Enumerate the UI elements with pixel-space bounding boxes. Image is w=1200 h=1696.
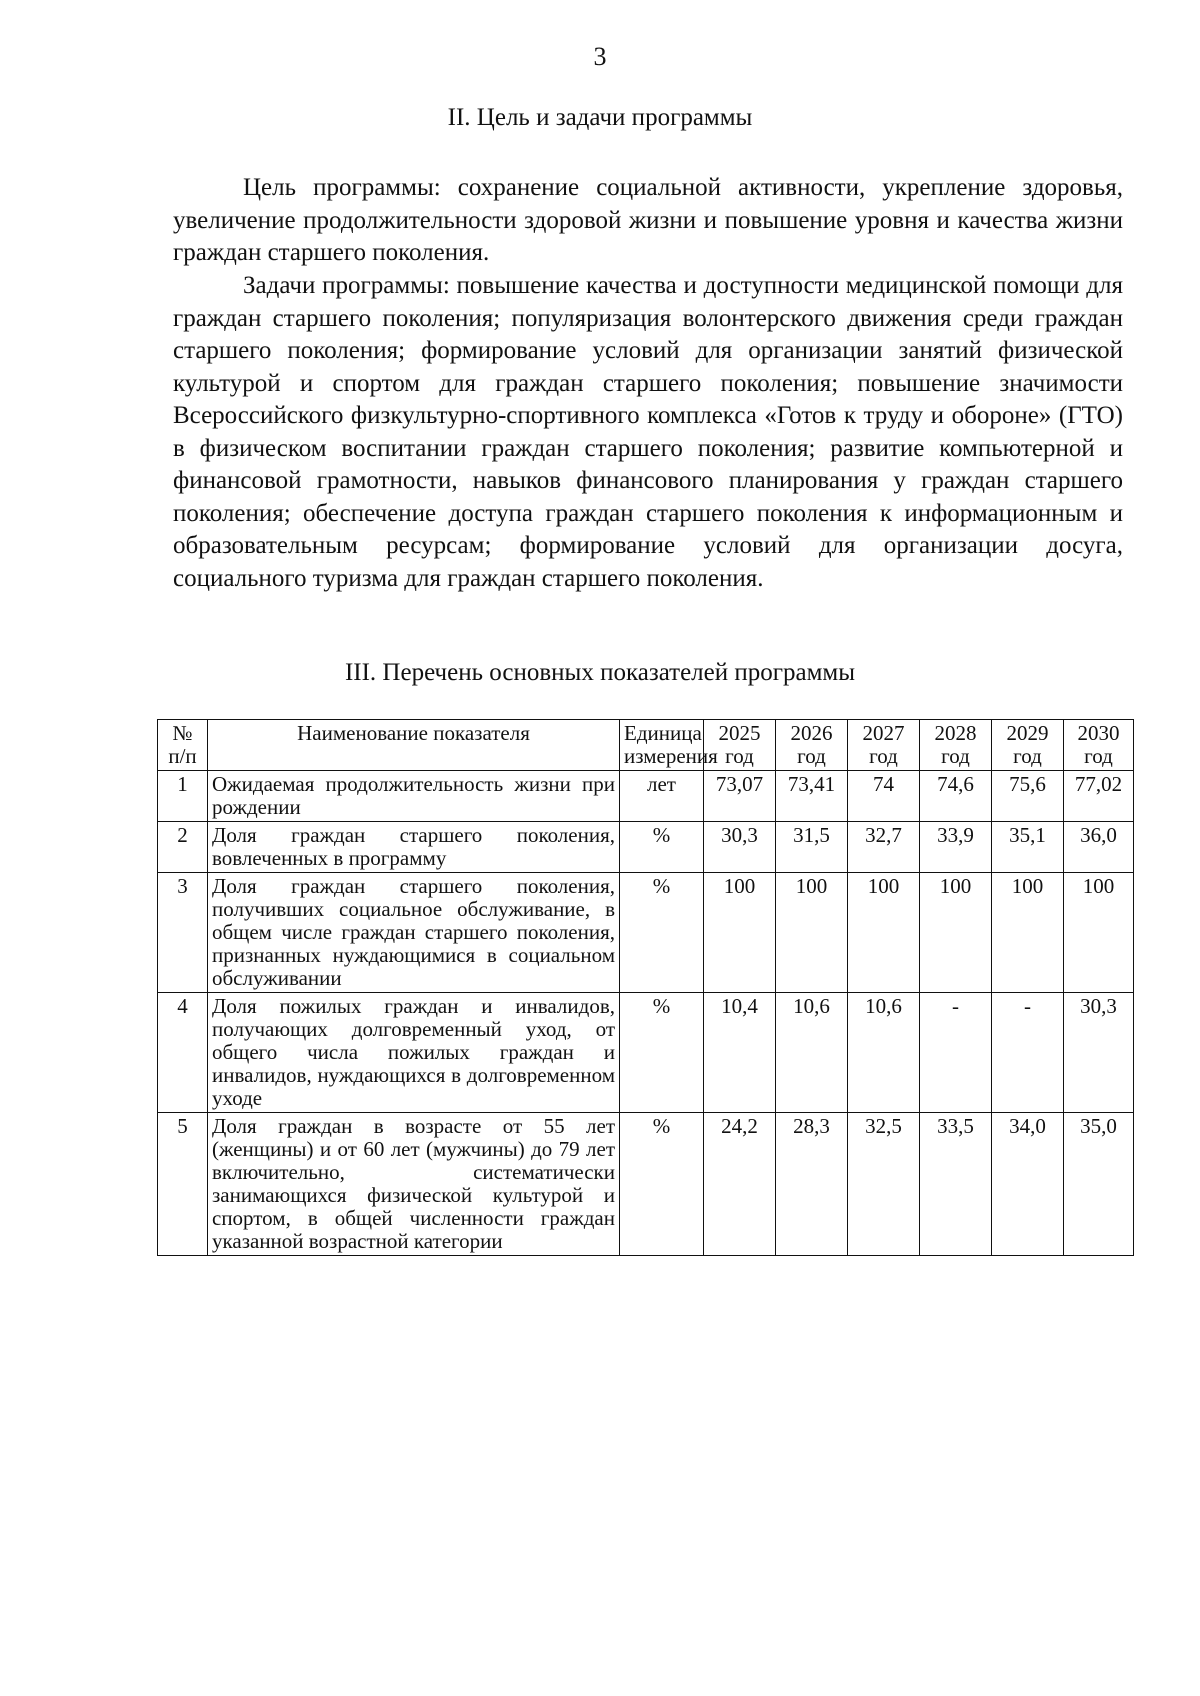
indicator-value: 100: [848, 873, 920, 993]
indicator-value: -: [920, 993, 992, 1113]
indicator-value: -: [992, 993, 1064, 1113]
indicator-value: 10,6: [776, 993, 848, 1113]
indicator-name: Ожидаемая продолжительность жизни при рождении: [208, 771, 620, 822]
indicator-value: 35,1: [992, 822, 1064, 873]
indicator-unit: лет: [620, 771, 704, 822]
indicator-value: 28,3: [776, 1113, 848, 1256]
table-header-row: [158, 720, 1134, 771]
section-title-goals: II. Цель и задачи программы: [447, 104, 753, 131]
indicator-name: Доля граждан старшего поколения, вовлеченных в программу: [208, 822, 620, 873]
indicator-name: Доля граждан старшего поколения, получивших социальное обслуживание, в общем числе граждан старшего поколения, признанных нуждающимися в социальном обслуживании: [208, 873, 620, 993]
indicator-value: 100: [1064, 873, 1134, 993]
table-row: [158, 822, 1134, 873]
indicator-value: 100: [920, 873, 992, 993]
table-row: [158, 1113, 1134, 1256]
section-title-indicators: III. Перечень основных показателей программы: [344, 659, 856, 686]
indicator-name: Доля пожилых граждан и инвалидов, получающих долговременный уход, от общего числа пожилых граждан и инвалидов, нуждающихся в долговременном уходе: [208, 993, 620, 1113]
indicator-value: 35,0: [1064, 1113, 1134, 1256]
header-num: № п/п: [158, 720, 208, 771]
indicator-value: 31,5: [776, 822, 848, 873]
table-row: [158, 771, 1134, 822]
indicator-value: 100: [992, 873, 1064, 993]
header-unit: Единица измерения: [620, 720, 704, 771]
indicator-value: 30,3: [1064, 993, 1134, 1113]
goal-paragraph: Цель программы: сохранение социальной активности, укрепление здоровья, увеличение продолжительности здоровой жизни и повышение уровня и качества жизни граждан старшего поколения.: [173, 174, 1123, 266]
header-year: 2030 год: [1064, 720, 1134, 771]
indicator-value: 33,9: [920, 822, 992, 873]
header-year: 2025 год: [704, 720, 776, 771]
page-number: 3: [593, 42, 607, 71]
indicator-value: 24,2: [704, 1113, 776, 1256]
row-number: 5: [158, 1113, 208, 1256]
indicator-value: 36,0: [1064, 822, 1134, 873]
header-year: 2027 год: [848, 720, 920, 771]
indicator-value: 10,6: [848, 993, 920, 1113]
indicator-value: 74,6: [920, 771, 992, 822]
indicator-value: 32,7: [848, 822, 920, 873]
header-year: 2028 год: [920, 720, 992, 771]
header-year: 2026 год: [776, 720, 848, 771]
row-number: 2: [158, 822, 208, 873]
indicator-unit: %: [620, 822, 704, 873]
indicator-unit: %: [620, 873, 704, 993]
indicator-unit: %: [620, 993, 704, 1113]
indicator-value: 34,0: [992, 1113, 1064, 1256]
tasks-paragraph: Задачи программы: повышение качества и доступности медицинской помощи для граждан старшего поколения; популяризация волонтерского движения среди граждан старшего поколения; формирование условий для организации занятий физической культурой и спортом для граждан старшего поколения; повышение значимости Всероссийского физкультурно-спортивного комплекса «Готов к труду и обороне» (ГТО) в физическом воспитании граждан старшего поколения; развитие компьютерной и финансовой грамотности, навыков финансового планирования у граждан старшего поколения; обеспечение доступа граждан старшего поколения к информационным и образовательным ресурсам; формирование условий для организации досуга, социального туризма для граждан старшего поколения.: [173, 272, 1123, 592]
indicator-unit: %: [620, 1113, 704, 1256]
row-number: 1: [158, 771, 208, 822]
indicator-value: 75,6: [992, 771, 1064, 822]
row-number: 4: [158, 993, 208, 1113]
table-row: [158, 873, 1134, 993]
header-name: Наименование показателя: [208, 720, 620, 771]
indicator-value: 74: [848, 771, 920, 822]
indicator-value: 73,41: [776, 771, 848, 822]
indicator-value: 100: [776, 873, 848, 993]
table-row: [158, 993, 1134, 1113]
indicator-name: Доля граждан в возрасте от 55 лет (женщины) и от 60 лет (мужчины) до 79 лет включительно, систематически занимающихся физической культурой и спортом, в общей численности граждан указанной возрастной категории: [208, 1113, 620, 1256]
indicator-value: 10,4: [704, 993, 776, 1113]
indicator-value: 33,5: [920, 1113, 992, 1256]
indicator-value: 73,07: [704, 771, 776, 822]
indicator-value: 32,5: [848, 1113, 920, 1256]
header-year: 2029 год: [992, 720, 1064, 771]
indicators-table: [157, 719, 1134, 1256]
indicator-value: 100: [704, 873, 776, 993]
row-number: 3: [158, 873, 208, 993]
indicator-value: 77,02: [1064, 771, 1134, 822]
indicator-value: 30,3: [704, 822, 776, 873]
